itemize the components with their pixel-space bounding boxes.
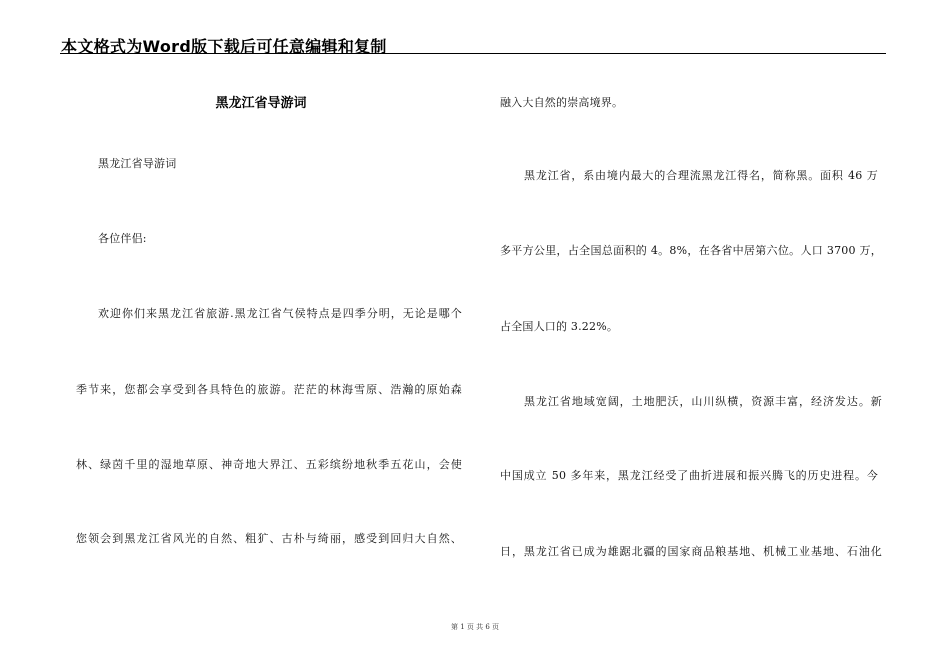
body-line: 黑龙江省地域宽阔，土地肥沃，山川纵横，资源丰富，经济发达。新 [524, 395, 882, 408]
document-title: 黑龙江省导游词 [215, 96, 307, 111]
greeting-line: 各位伴侣: [98, 232, 147, 245]
body-line: 多平方公里，占全国总面积的 4。8%，在各省中居第六位。人口 3700 万， [500, 244, 882, 257]
body-line: 季节来，您都会享受到各具特色的旅游。茫茫的林海雪原、浩瀚的原始森 [76, 383, 462, 396]
body-line: 日，黑龙江省已成为雄踞北疆的国家商品粮基地、机械工业基地、石油化 [500, 545, 882, 558]
body-line: 欢迎你们来黑龙江省旅游.黑龙江省气侯特点是四季分明，无论是哪个 [98, 307, 462, 320]
header-rule [60, 53, 886, 54]
body-line: 中国成立 50 多年来，黑龙江经受了曲折进展和振兴腾飞的历史进程。今 [500, 469, 878, 482]
body-line: 您领会到黑龙江省风光的自然、粗犷、古朴与绮丽，感受到回归大自然、 [76, 532, 462, 545]
subtitle-line: 黑龙江省导游词 [98, 157, 177, 170]
document-header-banner: 本文格式为Word版下载后可任意编辑和复制 [61, 37, 387, 56]
body-line: 林、绿茵千里的湿地草原、神奇地大界江、五彩缤纷地秋季五花山，会使 [76, 458, 462, 471]
body-line: 融入大自然的崇高境界。 [500, 96, 624, 109]
page-number-footer: 第 1 页 共 6 页 [450, 623, 500, 631]
body-line: 占全国人口的 3.22%。 [500, 320, 619, 333]
body-line: 黑龙江省，系由境内最大的合理流黑龙江得名，简称黑。面积 46 万 [524, 169, 878, 182]
